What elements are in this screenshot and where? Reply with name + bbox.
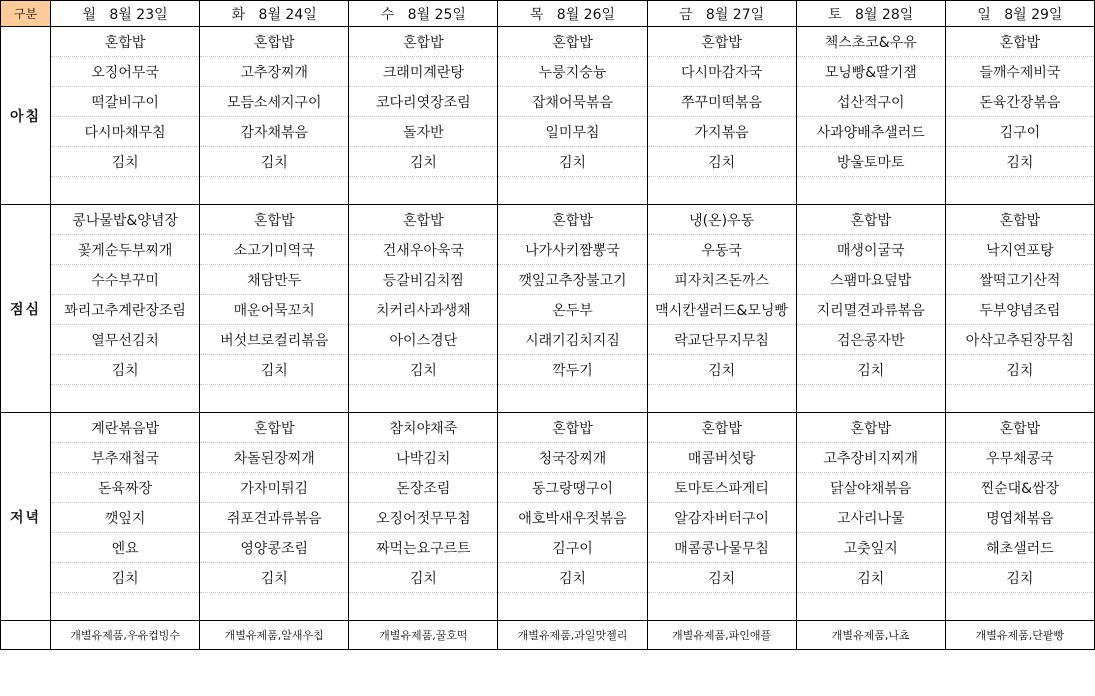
menu-cell: 치커리사과생채: [349, 295, 498, 325]
menu-cell: 오징어젓무무침: [349, 503, 498, 533]
lunch-row: [1, 355, 1095, 385]
menu-cell: 냉(온)우동: [647, 205, 796, 235]
menu-cell: [200, 177, 349, 205]
menu-cell: [51, 593, 200, 621]
menu-cell: 김치: [647, 563, 796, 593]
menu-cell: 크래미계란탕: [349, 57, 498, 87]
menu-cell: 우동국: [647, 235, 796, 265]
day-name: 화: [231, 6, 246, 23]
menu-cell: [349, 385, 498, 413]
menu-cell: 김치: [796, 355, 945, 385]
day-date: 8월 26일: [556, 6, 616, 23]
menu-cell: [200, 385, 349, 413]
day-name: 수: [380, 6, 395, 23]
menu-cell: 혼합밥: [349, 27, 498, 57]
menu-cell: [498, 385, 647, 413]
menu-cell: 김치: [796, 563, 945, 593]
menu-cell: 꽃게순두부찌개: [51, 235, 200, 265]
day-name: 일: [977, 6, 991, 23]
menu-cell: 혼합밥: [498, 27, 647, 57]
menu-cell: [498, 177, 647, 205]
menu-cell: [945, 593, 1094, 621]
menu-cell: 고추장비지찌개: [796, 443, 945, 473]
day-date: 8월 27일: [705, 6, 765, 23]
menu-cell: 혼합밥: [498, 413, 647, 443]
menu-cell: 깍두기: [498, 355, 647, 385]
menu-cell: 김치: [498, 563, 647, 593]
snack-cell: 개별유제품,우유컵빙수: [51, 621, 200, 650]
menu-cell: 혼합밥: [647, 27, 796, 57]
menu-cell: 떡갈비구이: [51, 87, 200, 117]
menu-cell: 매콤콩나물무침: [647, 533, 796, 563]
menu-cell: 일미무침: [498, 117, 647, 147]
menu-cell: 명엽채볶음: [945, 503, 1094, 533]
breakfast-row: [1, 27, 1095, 57]
menu-cell: 혼합밥: [200, 27, 349, 57]
menu-cell: 다시마감자국: [647, 57, 796, 87]
menu-cell: 부추재첩국: [51, 443, 200, 473]
menu-cell: 차돌된장찌개: [200, 443, 349, 473]
menu-cell: 혼합밥: [200, 413, 349, 443]
breakfast-row: [1, 147, 1095, 177]
menu-cell: 돈육짜장: [51, 473, 200, 503]
menu-cell: 방울토마토: [796, 147, 945, 177]
menu-cell: 김치: [200, 355, 349, 385]
menu-cell: 닭살야채볶음: [796, 473, 945, 503]
breakfast-row: [1, 57, 1095, 87]
menu-cell: 김치: [945, 355, 1094, 385]
menu-cell: [51, 385, 200, 413]
menu-cell: 모듬소세지구이: [200, 87, 349, 117]
day-date: 8월 24일: [258, 6, 317, 23]
menu-cell: [498, 593, 647, 621]
menu-cell: 김구이: [498, 533, 647, 563]
menu-cell: 계란볶음밥: [51, 413, 200, 443]
menu-cell: 김치: [945, 147, 1094, 177]
snack-label-cell: [1, 621, 51, 650]
menu-cell: 고사리나물: [796, 503, 945, 533]
menu-cell: 콩나물밥&양념장: [51, 205, 200, 235]
lunch-label: 점심: [1, 205, 51, 413]
menu-cell: 매운어묵꼬치: [200, 295, 349, 325]
menu-cell: 검은콩자반: [796, 325, 945, 355]
menu-cell: 혼합밥: [945, 205, 1094, 235]
menu-cell: 김치: [647, 355, 796, 385]
menu-cell: 깻잎지: [51, 503, 200, 533]
menu-cell: 등갈비김치찜: [349, 265, 498, 295]
menu-cell: [796, 385, 945, 413]
menu-cell: 쭈꾸미떡볶음: [647, 87, 796, 117]
dinner-row: [1, 413, 1095, 443]
menu-cell: 돈육간장볶음: [945, 87, 1094, 117]
menu-cell: 나가사키짬뽕국: [498, 235, 647, 265]
dinner-row: [1, 503, 1095, 533]
menu-cell: 쥐포견과류볶음: [200, 503, 349, 533]
day-date: 8월 25일: [407, 6, 466, 23]
snack-cell: 개별유제품,과일맛젤리: [498, 621, 647, 650]
lunch-row: [1, 265, 1095, 295]
menu-cell: 혼합밥: [945, 27, 1094, 57]
menu-cell: 채담만두: [200, 265, 349, 295]
snack-cell: 개별유제품,꿀호떡: [349, 621, 498, 650]
breakfast-row: [1, 117, 1095, 147]
menu-cell: 혼합밥: [796, 205, 945, 235]
lunch-row: [1, 295, 1095, 325]
menu-cell: 돈장조림: [349, 473, 498, 503]
menu-cell: 스팸마요덮밥: [796, 265, 945, 295]
menu-cell: 모닝빵&딸기잼: [796, 57, 945, 87]
menu-cell: 매생이굴국: [796, 235, 945, 265]
day-name: 토: [828, 6, 842, 23]
breakfast-label: 아침: [1, 27, 51, 205]
menu-cell: 우무채콩국: [945, 443, 1094, 473]
dinner-row: [1, 473, 1095, 503]
dinner-row: [1, 563, 1095, 593]
menu-cell: 고춧잎지: [796, 533, 945, 563]
menu-cell: 돌자반: [349, 117, 498, 147]
menu-cell: 매콤버섯탕: [647, 443, 796, 473]
day-header: [647, 1, 796, 27]
snack-cell: 개별유제품,알새우칩: [200, 621, 349, 650]
day-header: [200, 1, 349, 27]
day-date: 8월 28일: [855, 6, 914, 23]
menu-cell: [796, 593, 945, 621]
menu-cell: 온두부: [498, 295, 647, 325]
menu-cell: 참치야채죽: [349, 413, 498, 443]
menu-cell: 아삭고추된장무침: [945, 325, 1094, 355]
menu-cell: 소고기미역국: [200, 235, 349, 265]
menu-cell: 쌀떡고기산적: [945, 265, 1094, 295]
day-date: 8월 29일: [1004, 6, 1063, 23]
menu-cell: 토마토스파게티: [647, 473, 796, 503]
breakfast-row: [1, 177, 1095, 205]
menu-cell: 엔요: [51, 533, 200, 563]
menu-cell: 열무선김치: [51, 325, 200, 355]
menu-cell: 김치: [349, 563, 498, 593]
menu-cell: 감자채볶음: [200, 117, 349, 147]
menu-cell: 김치: [349, 355, 498, 385]
menu-cell: 섭산적구이: [796, 87, 945, 117]
menu-cell: 김치: [200, 147, 349, 177]
snack-cell: 개별유제품,단팥빵: [945, 621, 1094, 650]
dinner-row: [1, 593, 1095, 621]
menu-cell: 김치: [51, 147, 200, 177]
menu-cell: 피자치즈돈까스: [647, 265, 796, 295]
menu-cell: [200, 593, 349, 621]
menu-cell: 락교단무지무침: [647, 325, 796, 355]
day-name: 목: [529, 6, 544, 23]
menu-cell: 코다리엿장조림: [349, 87, 498, 117]
menu-cell: 시래기김치지짐: [498, 325, 647, 355]
menu-cell: 김치: [647, 147, 796, 177]
snack-cell: 개별유제품,나쵸: [796, 621, 945, 650]
menu-cell: [647, 593, 796, 621]
menu-cell: 김치: [945, 563, 1094, 593]
menu-cell: 다시마채무침: [51, 117, 200, 147]
day-header: [349, 1, 498, 27]
menu-cell: 첵스초코&우유: [796, 27, 945, 57]
menu-cell: 나박김치: [349, 443, 498, 473]
menu-cell: 혼합밥: [796, 413, 945, 443]
menu-cell: 김치: [498, 147, 647, 177]
menu-cell: 지리멸견과류볶음: [796, 295, 945, 325]
menu-cell: [647, 385, 796, 413]
day-name: 월: [82, 6, 97, 23]
menu-cell: 맥시칸샐러드&모닝빵: [647, 295, 796, 325]
gubun-header: 구분: [1, 1, 51, 27]
menu-cell: 가자미튀김: [200, 473, 349, 503]
lunch-row: [1, 385, 1095, 413]
menu-cell: 애호박새우젓볶음: [498, 503, 647, 533]
menu-cell: 청국장찌개: [498, 443, 647, 473]
menu-cell: 잡채어묵볶음: [498, 87, 647, 117]
menu-cell: 혼합밥: [945, 413, 1094, 443]
menu-cell: 혼합밥: [349, 205, 498, 235]
menu-cell: 들깨수제비국: [945, 57, 1094, 87]
menu-cell: [945, 385, 1094, 413]
day-header: [498, 1, 647, 27]
menu-cell: 사과양배추샐러드: [796, 117, 945, 147]
menu-cell: 김치: [51, 355, 200, 385]
lunch-row: [1, 325, 1095, 355]
menu-cell: 꽈리고추계란장조림: [51, 295, 200, 325]
menu-cell: 깻잎고추장불고기: [498, 265, 647, 295]
menu-cell: 혼합밥: [647, 413, 796, 443]
snack-cell: 개별유제품,파인애플: [647, 621, 796, 650]
menu-cell: [349, 177, 498, 205]
menu-cell: 김치: [51, 563, 200, 593]
menu-cell: 건새우아욱국: [349, 235, 498, 265]
day-date: 8월 23일: [109, 6, 168, 23]
menu-cell: 알감자버터구이: [647, 503, 796, 533]
snack-row: [1, 621, 1095, 650]
menu-cell: 혼합밥: [51, 27, 200, 57]
menu-cell: 누룽지숭늉: [498, 57, 647, 87]
menu-cell: 짜먹는요구르트: [349, 533, 498, 563]
menu-cell: [945, 177, 1094, 205]
menu-cell: [647, 177, 796, 205]
menu-cell: [51, 177, 200, 205]
day-header: [796, 1, 945, 27]
menu-body: [1, 27, 1095, 650]
breakfast-row: [1, 87, 1095, 117]
dinner-row: [1, 443, 1095, 473]
menu-cell: 김치: [349, 147, 498, 177]
menu-cell: 동그랑땡구이: [498, 473, 647, 503]
menu-cell: [796, 177, 945, 205]
menu-cell: 아이스경단: [349, 325, 498, 355]
menu-cell: 찐순대&쌈장: [945, 473, 1094, 503]
menu-cell: 버섯브로컬리볶음: [200, 325, 349, 355]
header-row: [1, 1, 1095, 27]
day-name: 금: [679, 6, 693, 23]
menu-cell: [349, 593, 498, 621]
dinner-label: 저녁: [1, 413, 51, 621]
menu-cell: 고추장찌개: [200, 57, 349, 87]
menu-cell: 가지볶음: [647, 117, 796, 147]
menu-cell: 해초샐러드: [945, 533, 1094, 563]
lunch-row: [1, 205, 1095, 235]
menu-cell: 영양콩조림: [200, 533, 349, 563]
menu-cell: 혼합밥: [498, 205, 647, 235]
menu-cell: 김치: [200, 563, 349, 593]
dinner-row: [1, 533, 1095, 563]
menu-cell: 수수부꾸미: [51, 265, 200, 295]
menu-cell: 혼합밥: [200, 205, 349, 235]
day-header: [51, 1, 200, 27]
menu-cell: 오징어무국: [51, 57, 200, 87]
menu-cell: 김구이: [945, 117, 1094, 147]
menu-cell: 두부양념조림: [945, 295, 1094, 325]
lunch-row: [1, 235, 1095, 265]
menu-cell: 낙지연포탕: [945, 235, 1094, 265]
day-header: [945, 1, 1094, 27]
